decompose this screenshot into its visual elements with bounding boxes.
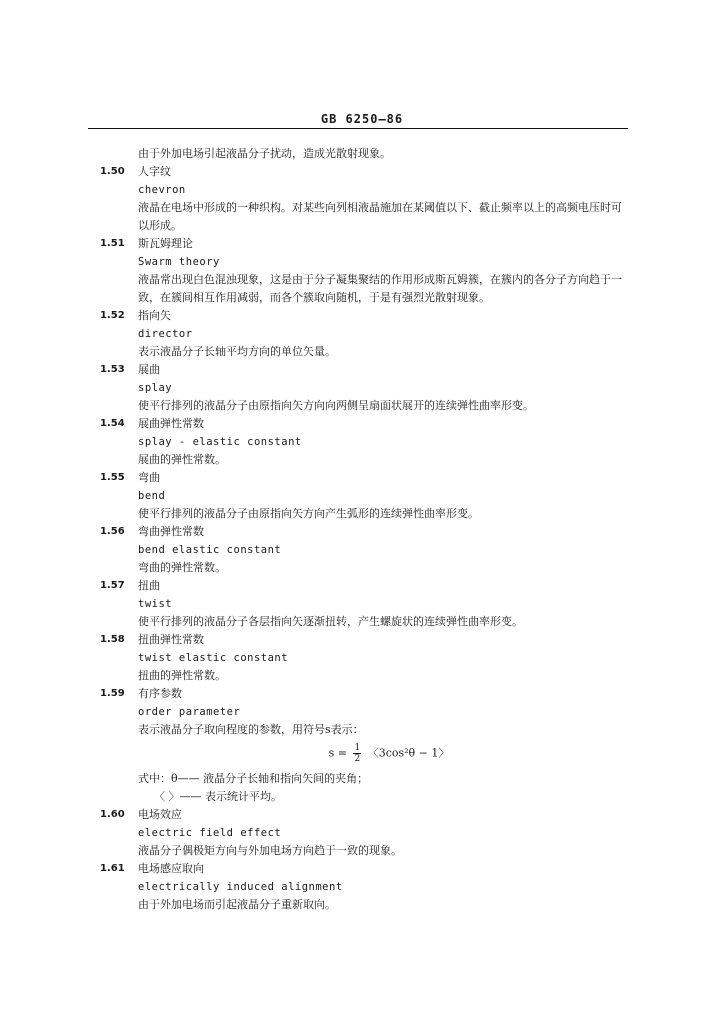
term-number: 1.52	[100, 310, 125, 321]
term-definition: 液晶在电场中形成的一种织构。对某些向列相液晶施加在某阈值以下、截止频率以上的高频电压时可以形成。	[138, 201, 622, 232]
term-definition: 液晶分子偶极矩方向与外加电场方向趋于一致的现象。	[138, 844, 402, 857]
term-chinese: 人字纹	[138, 165, 171, 178]
term-heading	[100, 685, 640, 703]
term-number: 1.54	[100, 418, 125, 429]
term-chinese: 弯曲弹性常数	[138, 525, 204, 538]
term-heading	[100, 469, 640, 487]
formula-where-line-2: 〈 〉—— 表示统计平均。	[154, 790, 282, 803]
intro-line: 由于外加电场引起液晶分子扰动，造成光散射现象。	[138, 147, 391, 160]
term-heading	[100, 860, 640, 878]
term-chinese: 展曲	[138, 363, 160, 376]
order-parameter-formula	[100, 743, 640, 764]
term-english: director	[138, 328, 193, 340]
term-english: Swarm theory	[138, 256, 220, 268]
document-body	[100, 145, 640, 914]
term-chinese: 指向矢	[138, 309, 171, 322]
term-chinese: 弯曲	[138, 471, 160, 484]
term-definition: 由于外加电场而引起液晶分子重新取向。	[138, 898, 336, 911]
term-number: 1.61	[100, 863, 125, 874]
formula-rhs: 〈3cos²θ − 1〉	[367, 746, 450, 760]
formula-where-line-1: 式中：θ—— 液晶分子长轴和指向矢间的夹角；	[138, 772, 369, 785]
term-number: 1.51	[100, 238, 125, 249]
term-english: bend elastic constant	[138, 544, 282, 556]
term-chinese: 斯瓦姆理论	[138, 237, 193, 250]
term-english: twist elastic constant	[138, 652, 289, 664]
term-english: electric field effect	[138, 827, 282, 839]
term-english: splay	[138, 382, 173, 394]
term-english: splay - elastic constant	[138, 436, 302, 448]
term-english: electrically induced alignment	[138, 881, 343, 893]
formula-fraction	[353, 743, 361, 764]
term-chinese: 有序参数	[138, 687, 182, 700]
term-heading	[100, 415, 640, 433]
term-number: 1.59	[100, 688, 125, 699]
term-english: order parameter	[138, 706, 241, 718]
term-number: 1.57	[100, 580, 125, 591]
term-number: 1.60	[100, 809, 125, 820]
term-definition: 展曲的弹性常数。	[138, 453, 226, 466]
fraction-denominator: 2	[354, 754, 361, 764]
term-heading	[100, 361, 640, 379]
term-definition: 弯曲的弹性常数。	[138, 561, 226, 574]
term-chinese: 电场感应取向	[138, 862, 204, 875]
term-heading	[100, 307, 640, 325]
term-english: twist	[138, 598, 173, 610]
term-chinese: 电场效应	[138, 808, 182, 821]
term-heading	[100, 163, 640, 181]
term-definition: 表示液晶分子取向程度的参数，用符号s表示：	[138, 723, 364, 736]
term-number: 1.50	[100, 166, 125, 177]
header-rule	[88, 128, 628, 129]
term-english: bend	[138, 490, 166, 502]
term-heading	[100, 806, 640, 824]
term-list-continued	[100, 806, 640, 914]
term-definition: 液晶常出现白色混浊现象，这是由于分子凝集聚结的作用形成斯瓦姆簇，在簇内的各分子方向趋于一致，在簇间相互作用减弱，而各个簇取向随机，于是有强烈光散射现象。	[138, 273, 622, 304]
term-list	[100, 163, 640, 739]
term-heading	[100, 577, 640, 595]
term-definition: 使平行排列的液晶分子各层指向矢逐渐扭转，产生螺旋状的连续弹性曲率形变。	[138, 615, 523, 628]
term-heading	[100, 235, 640, 253]
term-number: 1.56	[100, 526, 125, 537]
term-definition: 扭曲的弹性常数。	[138, 669, 226, 682]
term-definition: 使平行排列的液晶分子由原指向矢方向向两侧呈扇面状展开的连续弹性曲率形变。	[138, 399, 534, 412]
term-chinese: 扭曲弹性常数	[138, 633, 204, 646]
document-code-header: GB 6250—86	[320, 112, 404, 126]
term-definition: 使平行排列的液晶分子由原指向矢方向产生弧形的连续弹性曲率形变。	[138, 507, 479, 520]
term-definition: 表示液晶分子长轴平均方向的单位矢量。	[138, 345, 336, 358]
term-number: 1.53	[100, 364, 125, 375]
term-chinese: 扭曲	[138, 579, 160, 592]
term-heading	[100, 523, 640, 541]
formula-lhs: s =	[328, 746, 347, 760]
term-english: chevron	[138, 184, 186, 196]
term-number: 1.55	[100, 472, 125, 483]
fraction-numerator: 1	[354, 743, 361, 753]
term-heading	[100, 631, 640, 649]
term-number: 1.58	[100, 634, 125, 645]
term-chinese: 展曲弹性常数	[138, 417, 204, 430]
